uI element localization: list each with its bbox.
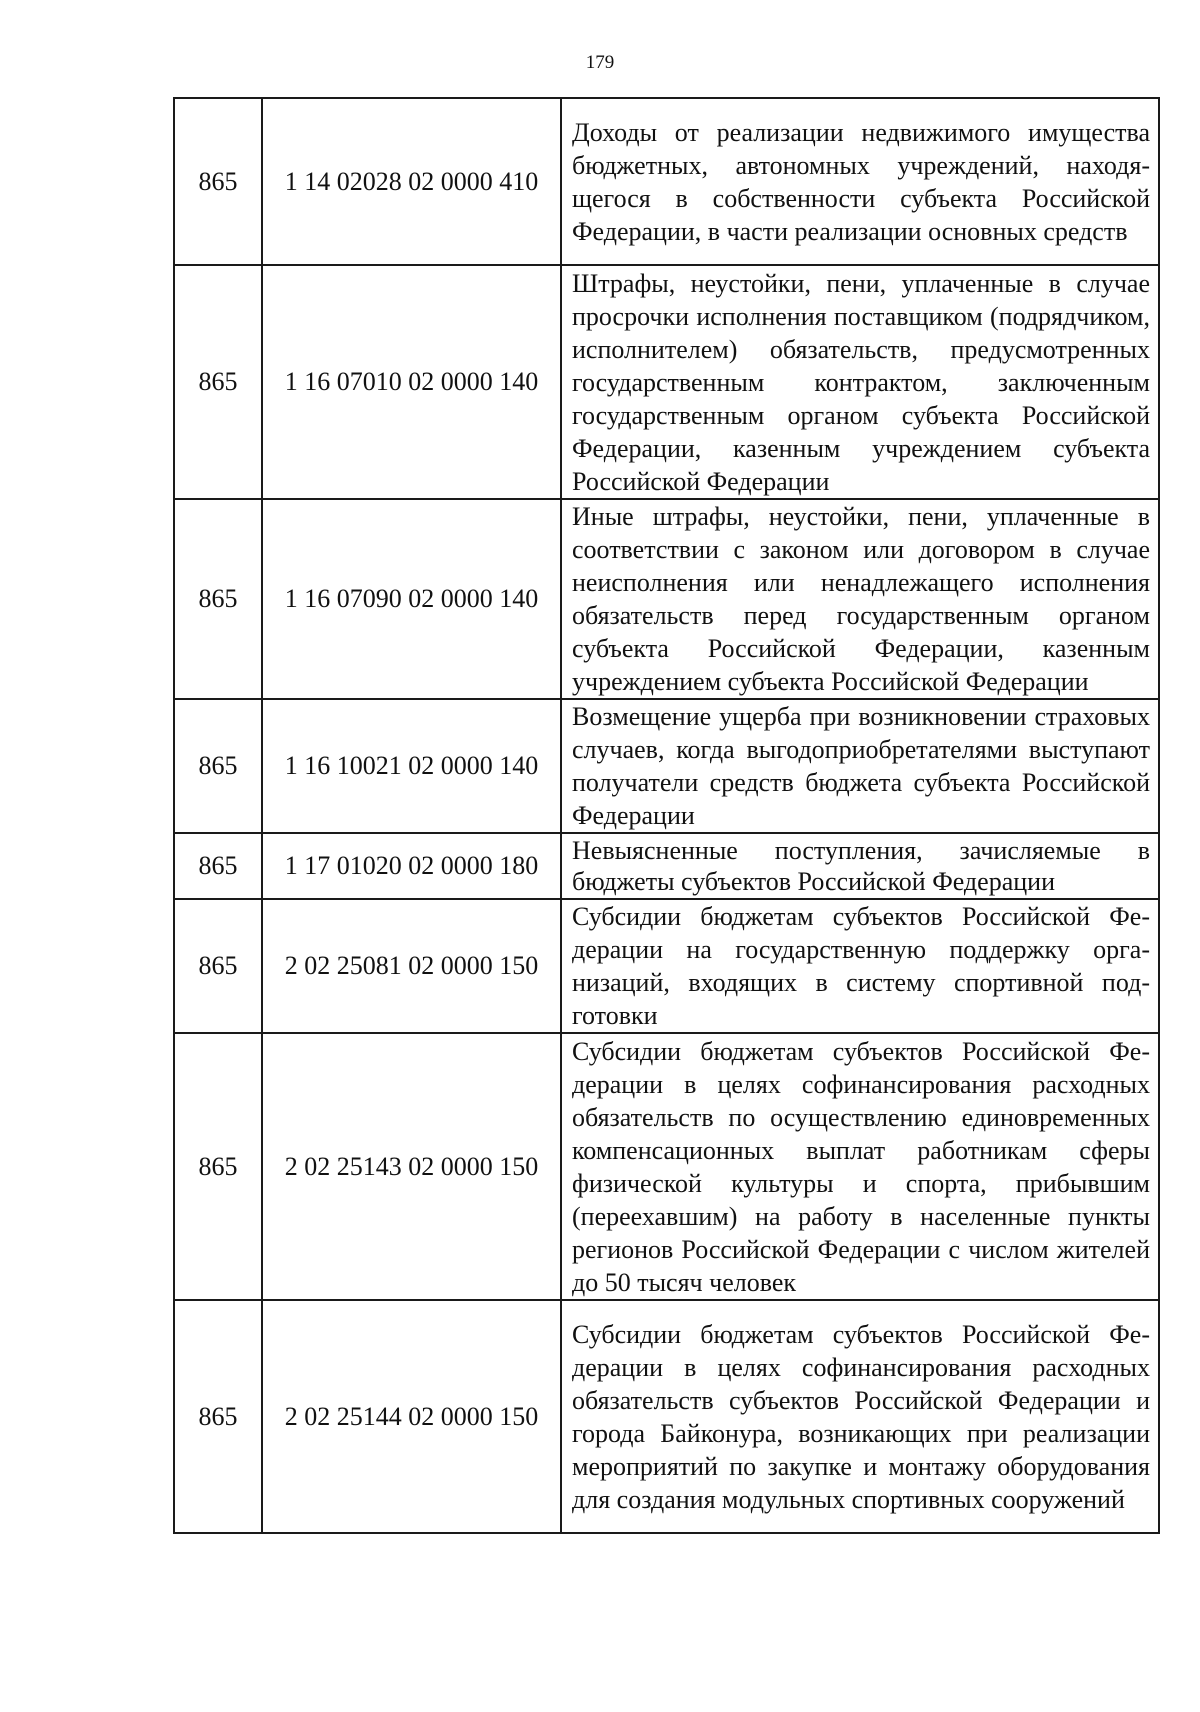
table-row [174,899,1159,1033]
page-number: 179 [585,52,615,73]
table-row [174,833,1159,899]
budget-codes-table [173,97,1160,1534]
table-row [174,1300,1159,1533]
admin-code-cell: 865 [174,265,262,499]
admin-code-cell: 865 [174,833,262,899]
budget-classification-code-cell: 1 17 01020 02 0000 180 [262,833,561,899]
budget-classification-code-cell: 2 02 25081 02 0000 150 [262,899,561,1033]
table-row [174,1033,1159,1300]
admin-code-cell: 865 [174,98,262,265]
description-cell: Возмещение ущерба при возникновении страховых случаев, когда выгодоприобретателями выступают получатели средств бюджета субъекта Российской Федерации [561,699,1159,833]
description-cell: Субсидии бюджетам субъектов Российской Федерации в целях софинансирования расходных обязательств субъектов Российской Федерации и города Байконура, возникающих при реализации мероприятий по закупке и монтажу оборудования для создания модульных спортивных сооружений [561,1300,1159,1533]
admin-code-cell: 865 [174,1300,262,1533]
budget-classification-code-cell: 1 14 02028 02 0000 410 [262,98,561,265]
budget-classification-code-cell: 1 16 07010 02 0000 140 [262,265,561,499]
budget-classification-code-cell: 1 16 10021 02 0000 140 [262,699,561,833]
description-cell: Субсидии бюджетам субъектов Российской Федерации в целях софинансирования расходных обязательств по осуществлению единовременных компенсационных выплат работникам сферы физической культуры и спорта, прибывшим (переехавшим) на работу в населенные пункты регионов Российской Федерации с числом жителей до 50 тысяч человек [561,1033,1159,1300]
description-cell: Невыясненные поступления, зачисляемые в бюджеты субъектов Российской Федерации [561,833,1159,899]
table-row [174,265,1159,499]
table-row [174,499,1159,699]
budget-classification-code-cell: 2 02 25143 02 0000 150 [262,1033,561,1300]
budget-classification-code-cell: 1 16 07090 02 0000 140 [262,499,561,699]
description-cell: Иные штрафы, неустойки, пени, уплаченные в соответствии с законом или договором в случае неисполнения или ненадлежащего исполнения обязательств перед государственным органом субъекта Российской Федерации, казенным учреждением субъекта Российской Федерации [561,499,1159,699]
table-row [174,699,1159,833]
budget-classification-code-cell: 2 02 25144 02 0000 150 [262,1300,561,1533]
admin-code-cell: 865 [174,499,262,699]
description-cell: Доходы от реализации недвижимого имущества бюджетных, автономных учреждений, находящегося в собственности субъекта Российской Федерации, в части реализации основных средств [561,98,1159,265]
table-row [174,98,1159,265]
description-cell: Штрафы, неустойки, пени, уплаченные в случае просрочки исполнения поставщиком (подрядчиком, исполнителем) обязательств, предусмотренных государственным контрактом, заключенным государственным органом субъекта Российской Федерации, казенным учреждением субъекта Российской Федерации [561,265,1159,499]
admin-code-cell: 865 [174,899,262,1033]
admin-code-cell: 865 [174,699,262,833]
admin-code-cell: 865 [174,1033,262,1300]
description-cell: Субсидии бюджетам субъектов Российской Федерации на государственную поддержку организаций, входящих в систему спортивной подготовки [561,899,1159,1033]
